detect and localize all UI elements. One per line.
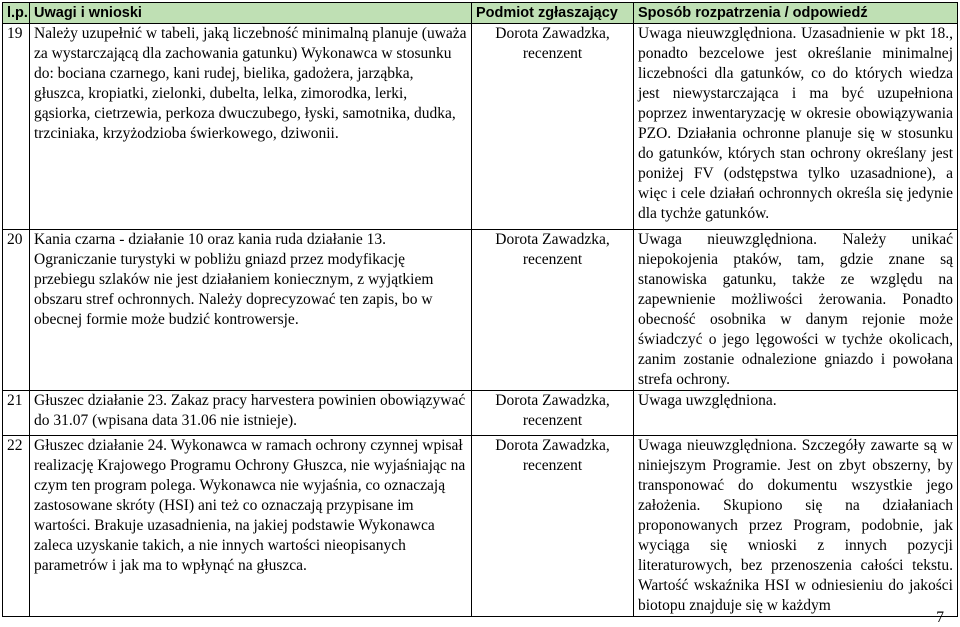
row-submitter: Dorota Zawadzka, recenzent [472,436,634,617]
row-response: Uwaga nieuwzględniona. Uzasadnienie w pkt 18., ponadto bezcelowe jest określanie minimalnej liczebności dla gatunków, co do których wiedza jest niewystarczająca i ma być uzupełniona poprzez inwentaryzację w okresie obowiązywania PZO. Działania ochronne planuje się w stosunku do gatunków, których stan ochrony określany jest poniżej FV (odstępstwa tylko uzasadnione), a więc i cele działań ochronnych określa się jedynie dla tychże gatunków. [634,24,958,230]
table-row [3,24,958,230]
header-lp: l.p. [3,3,30,24]
row-number: 20 [3,230,30,391]
page-number: 7 [936,609,944,626]
table-header-row [3,3,958,24]
row-number: 21 [3,391,30,436]
table-row [3,436,958,617]
comments-table [2,2,958,617]
header-uwagi: Uwagi i wnioski [30,3,472,24]
row-response: Uwaga nieuwzględniona. Szczegóły zawarte są w niniejszym Programie. Jest on zbyt obszerny, by transponować do dokumentu wszystkie jego założenia. Skupiono się na działaniach proponowanych przez Program, podobnie, jak wyciąga się wnioski z innych pozycji literaturowych, bez przenoszenia całości tekstu. Wartość wskaźnika HSI w odniesieniu do jakości biotopu znajduje się w każdym [634,436,958,617]
header-podmiot: Podmiot zgłaszający [472,3,634,24]
table-row [3,230,958,391]
row-submitter: Dorota Zawadzka, recenzent [472,230,634,391]
row-comment: Kania czarna - działanie 10 oraz kania ruda działanie 13. Ograniczanie turystyki w pobliżu gniazd przez modyfikację przebiegu szlaków nie jest działaniem koniecznym, z wyjątkiem obszaru stref ochronnych. Należy doprecyzować ten zapis, bo w obecnej formie może budzić kontrowersje. [30,230,472,391]
table-row [3,391,958,436]
row-response: Uwaga nieuwzględniona. Należy unikać niepokojenia ptaków, tam, gdzie znane są stanowiska gatunku, także ze względu na zapewnienie możliwości żerowania. Ponadto obecność osobnika w danym rejonie może świadczyć o jego lęgowości w tychże okolicach, zanim zostanie odnalezione gniazdo i powołana strefa ochrony. [634,230,958,391]
row-response: Uwaga uwzględniona. [634,391,958,436]
row-comment: Głuszec działanie 24. Wykonawca w ramach ochrony czynnej wpisał realizację Krajowego Programu Ochrony Głuszca, nie wyjaśniając na czym ten program polega. Wykonawca nie wyjaśnia, co oznaczają zastosowane skróty (HSI) ani też co oznaczają przypisane im wartości. Brakuje uzasadnienia, na jakiej podstawie Wykonawca zaleca uzyskanie takich, a nie innych wartości nieopisanych parametrów i jak ma to wpłynąć na głuszca. [30,436,472,617]
row-submitter: Dorota Zawadzka, recenzent [472,24,634,230]
row-number: 22 [3,436,30,617]
header-sposob: Sposób rozpatrzenia / odpowiedź [634,3,958,24]
row-submitter: Dorota Zawadzka, recenzent [472,391,634,436]
row-comment: Należy uzupełnić w tabeli, jaką liczebność minimalną planuje (uważa za wystarczającą dla zachowania gatunku) Wykonawca w stosunku do: bociana czarnego, kani rudej, bielika, gadożera, jarząbka, głuszca, kropiatki, zielonki, dubelta, lelka, zimorodka, lerki, gąsiorka, cietrzewia, perkoza dwuczubego, łyski, samotnika, dudka, trzciniaka, krzyżodzioba świerkowego, dziwonii. [30,24,472,230]
row-number: 19 [3,24,30,230]
row-comment: Głuszec działanie 23. Zakaz pracy harvestera powinien obowiązywać do 31.07 (wpisana data 31.06 nie istnieje). [30,391,472,436]
